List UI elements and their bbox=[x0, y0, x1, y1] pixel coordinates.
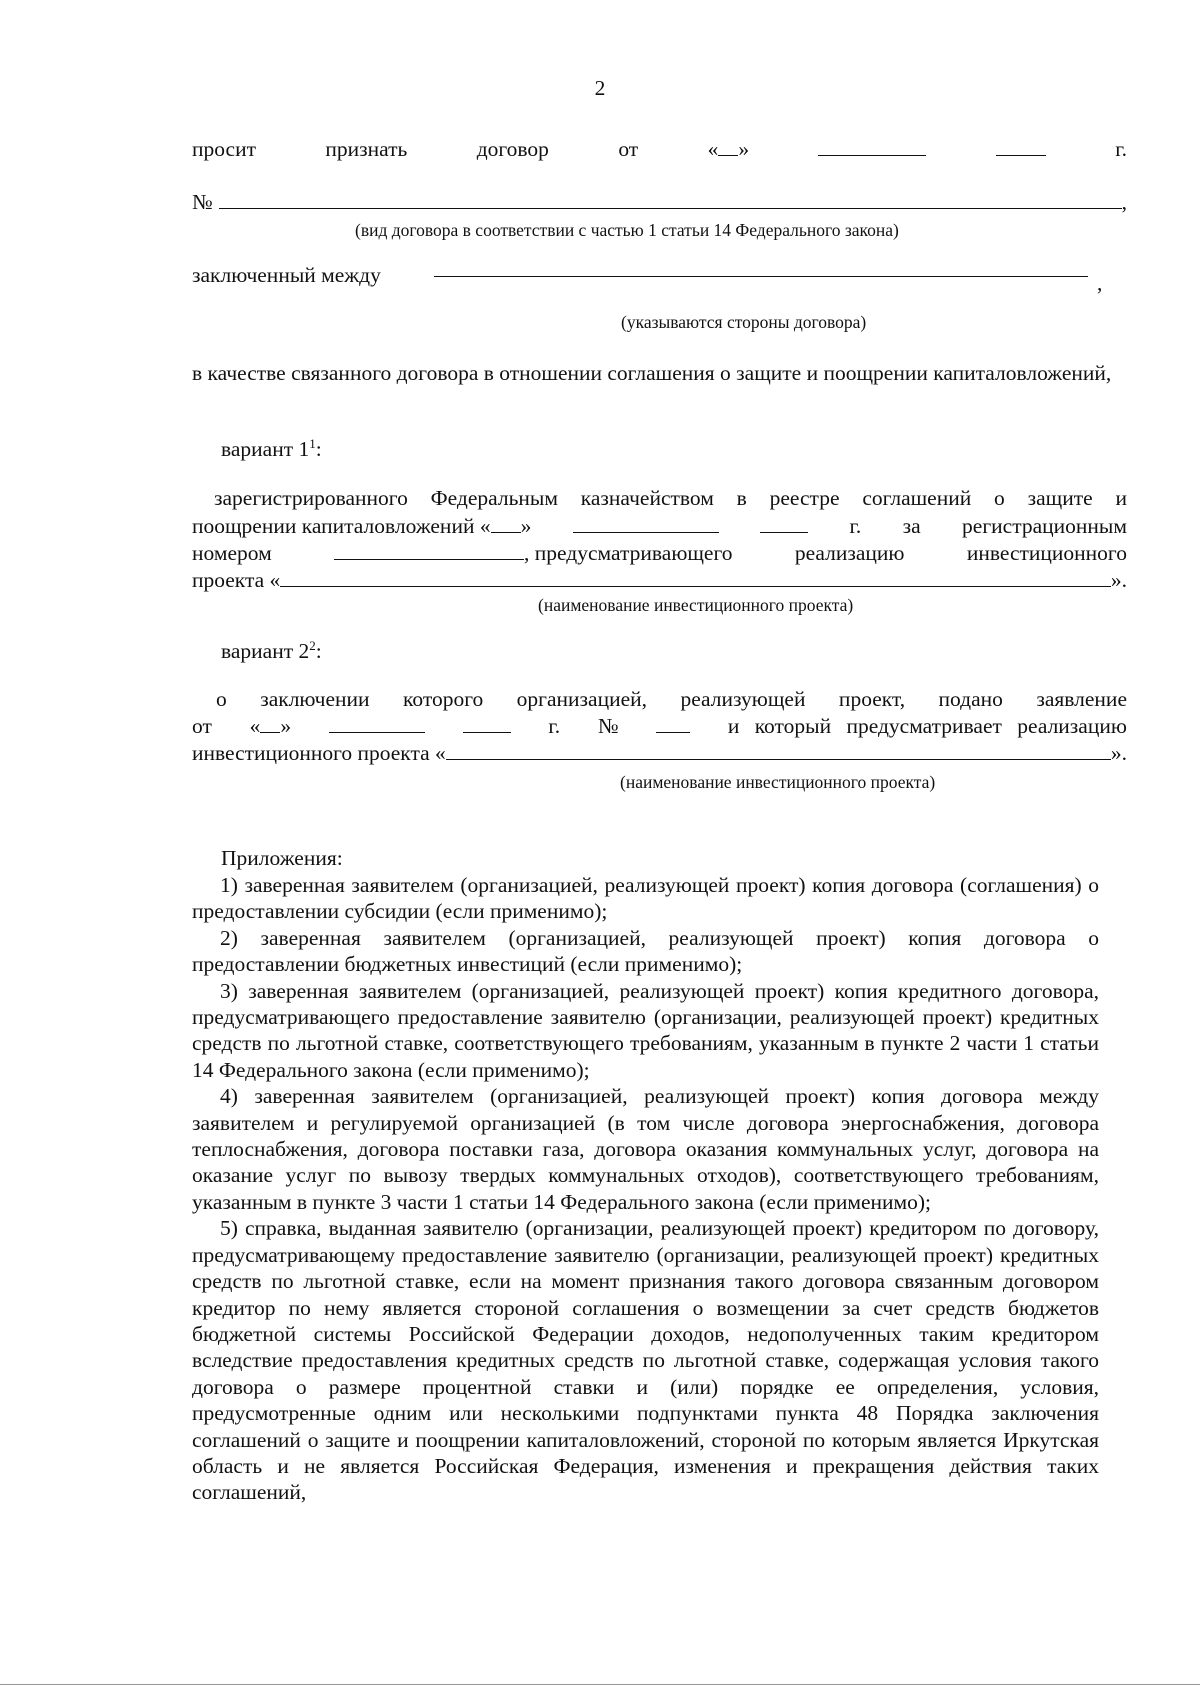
v1-reg-number-field[interactable] bbox=[334, 540, 524, 560]
v1-reg-year-field[interactable] bbox=[760, 513, 808, 533]
appendices-heading: Приложения: bbox=[221, 846, 343, 870]
caption-contract-type: (вид договора в соответствии с частью 1 статьи 14 Федерального закона) bbox=[355, 220, 899, 240]
word-priznat: признать bbox=[325, 137, 408, 161]
date-year-field[interactable] bbox=[996, 136, 1046, 156]
parties-comma: , bbox=[1097, 271, 1103, 295]
variant1-line4: проекта « ». bbox=[192, 568, 1127, 592]
variant1-heading: вариант $1^1$: bbox=[221, 435, 322, 461]
year-suffix: г. bbox=[1115, 137, 1127, 161]
appendix-item: 5) справка, выданная заявителю (организации, реализующей проект) кредитором по договору, предусматривающему предоставление заявителю (организации, реализующей проект) кредитных средств по льготной ставке, если на момент признания такого договора связанным договором кредитор по нему является стороной соглашения о возмещении за счет средств бюджетов бюджетной системы Российской Федерации доходов, недополученных таким кредитором вследствие предоставления кредитных средств по льготной ставке, содержащая условия такого договора о размере процентной ставки и (или) порядке ее определения, условия, предусмотренные одним или несколькими подпунктами пункта 48 Порядка заключения соглашений о защите и поощрении капиталовложений, стороной по которым является Иркутская область и не является Российская Федерация, изменения и прекращения действия таких соглашений, bbox=[192, 1216, 1099, 1505]
variant1-line2: поощрении капиталовложений « » г. за регистрационным bbox=[192, 514, 1127, 538]
date-month-field[interactable] bbox=[818, 136, 926, 156]
number-sign: № bbox=[192, 190, 213, 214]
variant2-line2: от « » г. № и который предусматривает реализацию bbox=[192, 714, 1127, 738]
caption-v1-project: (наименование инвестиционного проекта) bbox=[538, 595, 854, 615]
v2-app-number-field[interactable] bbox=[656, 713, 690, 733]
appendix-item: 4) заверенная заявителем (организацией, реализующей проект) копия договора между заявителем и регулируемой организацией (в том числе договора энергоснабжения, договора теплоснабжения, договора поставки газа, договора оказания коммунальных услуг, договора на оказание услуг по вывозу твердых коммунальных отходов), соответствующего требованиям, указанным в пункте 3 части 1 статьи 14 Федерального закона (если применимо); bbox=[192, 1084, 1099, 1214]
contract-type-field[interactable] bbox=[219, 189, 1122, 209]
date-day-field[interactable]: « » bbox=[707, 137, 750, 161]
request-line bbox=[192, 136, 1127, 162]
v2-app-date: « » bbox=[249, 714, 292, 738]
page-bottom-edge bbox=[0, 1684, 1200, 1685]
variant2-line3: инвестиционного проекта « ». bbox=[192, 741, 1127, 765]
v2-app-day-field[interactable] bbox=[260, 713, 280, 733]
v1-project-name-field[interactable] bbox=[280, 567, 1111, 587]
variant2-heading: вариант $2^2$: bbox=[221, 637, 322, 663]
v1-reg-month-field[interactable] bbox=[573, 513, 719, 533]
v2-project-name-field[interactable] bbox=[446, 740, 1111, 760]
context-paragraph: в качестве связанного договора в отношении соглашения о защите и поощрении капиталовложений, bbox=[192, 361, 1112, 385]
word-ot: от bbox=[618, 137, 639, 161]
trailing-comma: , bbox=[1121, 190, 1127, 214]
parties-field[interactable] bbox=[434, 276, 1088, 277]
caption-parties: (указываются стороны договора) bbox=[621, 312, 867, 332]
variant1-line1: зарегистрированного Федеральным казначейством в реестре соглашений о защите и bbox=[214, 486, 1127, 510]
v2-app-month-field[interactable] bbox=[329, 713, 425, 733]
appendices-list bbox=[192, 872, 1099, 1506]
parties-line bbox=[192, 262, 1127, 288]
appendix-item: 3) заверенная заявителем (организацией, реализующей проект) копия кредитного договора, предусматривающего предоставление заявителю (организации, реализующей проект) кредитных средств по льготной ставке, соответствующего требованиям, указанным в пункте 2 части 1 статьи 14 Федерального закона (если применимо); bbox=[192, 978, 1099, 1082]
appendix-item: 1) заверенная заявителем (организацией, реализующей проект) копия договора (соглашения) о предоставлении субсидии (если применимо); bbox=[192, 873, 1099, 924]
v2-app-year-field[interactable] bbox=[463, 713, 511, 733]
variant2-line1: о заключении которого организацией, реализующей проект, подано заявление bbox=[216, 687, 1127, 711]
label-concluded-between: заключенный между bbox=[192, 263, 381, 287]
contract-number-line bbox=[192, 189, 1127, 215]
caption-v2-project: (наименование инвестиционного проекта) bbox=[620, 772, 936, 792]
v1-reg-date: поощрении капиталовложений « » bbox=[192, 514, 532, 538]
word-prosit: просит bbox=[192, 137, 256, 161]
word-dogovor: договор bbox=[476, 137, 549, 161]
variant1-line3: номером , предусматривающего реализацию инвестиционного bbox=[192, 541, 1127, 565]
v1-reg-day-field[interactable] bbox=[491, 513, 521, 533]
appendix-item: 2) заверенная заявителем (организацией, реализующей проект) копия договора о предоставлении бюджетных инвестиций (если применимо); bbox=[192, 925, 1099, 977]
page-number: 2 bbox=[594, 76, 606, 100]
